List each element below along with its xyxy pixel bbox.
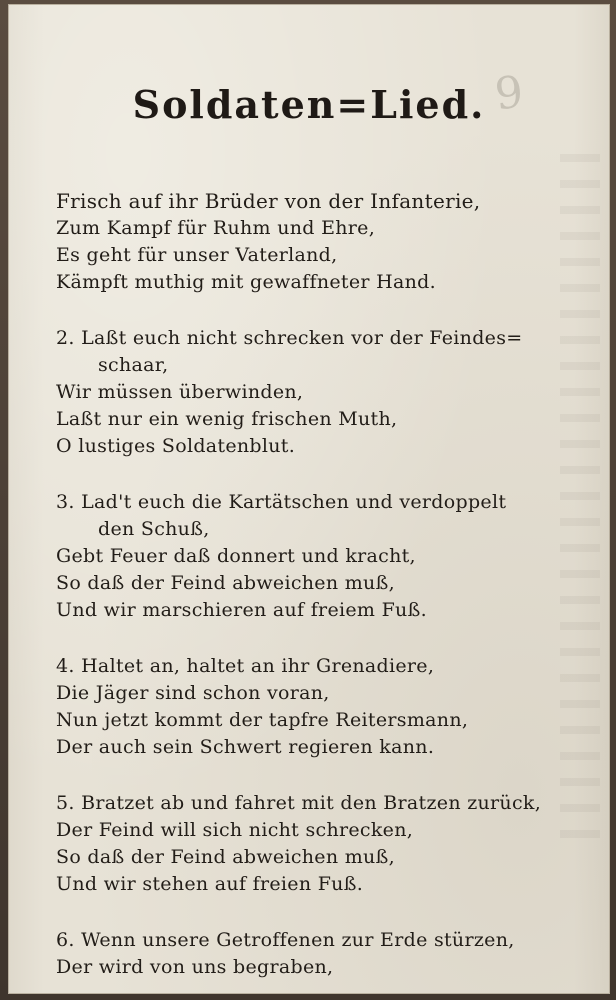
stanza-5 xyxy=(56,790,576,898)
song-title: Soldaten=Lied. xyxy=(132,82,486,127)
verse-line: Gebt Feuer daß donnert und kracht, xyxy=(56,545,416,567)
stanza-1 xyxy=(56,188,576,296)
verse-line: So daß der Feind abweichen muß, xyxy=(56,572,395,594)
verse-line: Laßt nur ein wenig frischen Muth, xyxy=(56,408,398,430)
verse-line: 3. Lad't euch die Kartätschen und verdoppelt xyxy=(56,491,507,513)
stanza-6 xyxy=(56,927,576,981)
stanza-2 xyxy=(56,325,576,460)
pencil-page-number: 9 xyxy=(492,66,526,121)
verse-line: schaar, xyxy=(98,354,169,376)
verse-line: Wir müssen überwinden, xyxy=(56,381,304,403)
song-lyrics xyxy=(56,188,576,994)
verse-line: So daß der Feind abweichen muß, xyxy=(56,846,395,868)
verse-line: 6. Wenn unsere Getroffenen zur Erde stürzen, xyxy=(56,929,515,951)
verse-line: Der wird von uns begraben, xyxy=(56,956,334,978)
verse-line: 5. Bratzet ab und fahret mit den Bratzen zurück, xyxy=(56,792,542,814)
printed-sheet xyxy=(8,4,610,994)
stanza-4 xyxy=(56,653,576,761)
verse-line: Und wir marschieren auf freiem Fuß. xyxy=(56,599,427,621)
verse-line: Kämpft muthig mit gewaffneter Hand. xyxy=(56,271,436,293)
verse-line: Und wir stehen auf freien Fuß. xyxy=(56,873,364,895)
verse-line: 4. Haltet an, haltet an ihr Grenadiere, xyxy=(56,655,435,677)
verse-line: Es geht für unser Vaterland, xyxy=(56,244,338,266)
stanza-3 xyxy=(56,489,576,624)
verse-line: Der auch sein Schwert regieren kann. xyxy=(56,736,435,758)
verse-line: Frisch auf ihr Brüder von der Infanterie, xyxy=(56,189,481,213)
verse-line: O lustiges Soldatenblut. xyxy=(56,435,296,457)
verse-line: Die Jäger sind schon voran, xyxy=(56,682,330,704)
verse-line: Der Feind will sich nicht schrecken, xyxy=(56,819,414,841)
verse-line: den Schuß, xyxy=(98,518,210,540)
verse-line: 2. Laßt euch nicht schrecken vor der Feindes= xyxy=(56,327,523,349)
verse-line: Zum Kampf für Ruhm und Ehre, xyxy=(56,217,376,239)
verse-line: Nun jetzt kommt der tapfre Reitersmann, xyxy=(56,709,469,731)
